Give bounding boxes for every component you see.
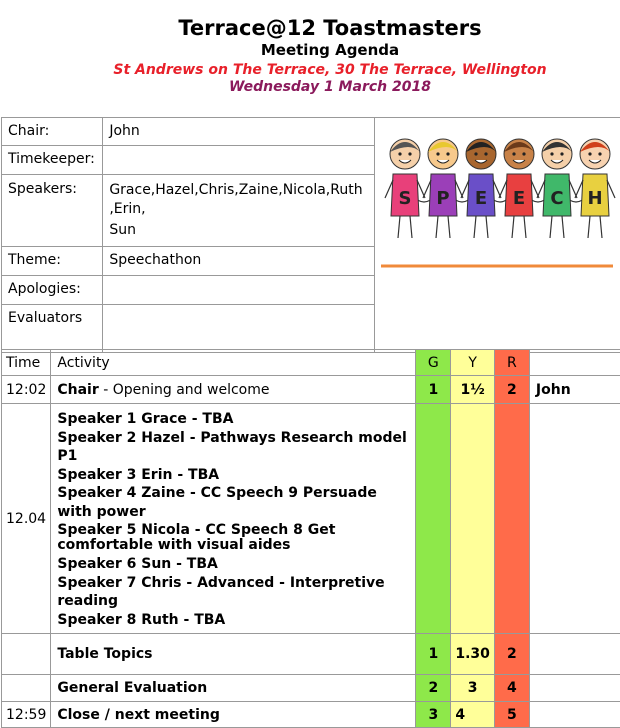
chair-label: Chair: [2,118,103,146]
row-person [529,675,620,702]
roles-table [1,117,620,353]
speech-letter: H [588,188,603,209]
theme-value: Speechathon [103,246,375,275]
row-person [529,404,620,634]
speaker-item: Speaker 7 Chris - Advanced - Interpretive reading [57,574,409,611]
speaker-item: Speaker 1 Grace - TBA [57,410,409,429]
apologies-label: Apologies: [2,275,103,304]
speaker-item: Speaker 2 Hazel - Pathways Research model P1 [57,429,409,466]
row-red: 2 [494,376,529,404]
speech-kids-image [375,118,620,353]
row-time: 12:02 [2,376,51,404]
speaker-item: Speaker 6 Sun - TBA [57,555,409,574]
row-person [529,702,620,728]
row-yellow: 3 [451,675,495,702]
speakers-line: Sun [109,221,368,240]
row-time: 12.04 [2,404,51,634]
row-red: 5 [494,702,529,728]
speech-letter: P [437,188,450,209]
table-row [2,376,620,404]
yellow-header: Y [451,350,495,376]
row-green: 2 [416,675,451,702]
kid-figure [575,139,615,238]
row-red: 2 [494,634,529,675]
activity-header: Activity [51,350,416,376]
speech-letter: S [399,188,412,209]
row-yellow: 1½ [451,376,495,404]
table-row [2,634,620,675]
evaluators-label: Evaluators [2,304,103,352]
speakers-line: Grace,Hazel,Chris,Zaine,Nicola,Ruth [109,181,368,200]
row-activity: Close / next meeting [51,702,416,728]
row-person [529,634,620,675]
speaker-item: Speaker 4 Zaine - CC Speech 9 Persuade with power [57,484,409,521]
kid-figure [499,139,539,238]
speaker-list [51,404,416,634]
venue-line: St Andrews on The Terrace, 30 The Terrace, Wellington [0,62,620,78]
table-row [2,702,620,728]
agenda-table [1,349,620,728]
agenda-subtitle: Meeting Agenda [0,41,620,59]
speaker-item: Speaker 5 Nicola - CC Speech 8 Get comfortable with visual aides [57,521,409,555]
speakers-label: Speakers: [2,174,103,246]
speakers-line: ,Erin, [109,200,368,219]
chair-value: John [103,118,375,146]
timekeeper-value [103,145,375,174]
row-red: 4 [494,675,529,702]
row-yellow: 1.30 [451,634,495,675]
speakers-value [103,174,375,246]
timekeeper-label: Timekeeper: [2,145,103,174]
meeting-date: Wednesday 1 March 2018 [0,79,620,95]
row-person: John [529,376,620,404]
row-time [2,675,51,702]
row-time: 12:59 [2,702,51,728]
agenda-title: Terrace@12 Toastmasters [0,16,620,40]
row-green: 1 [416,376,451,404]
kid-figure [461,139,501,238]
kid-figure [385,139,425,238]
row-time [2,634,51,675]
red-header: R [494,350,529,376]
green-header: G [416,350,451,376]
row-yellow [451,404,495,634]
speech-letter: E [475,188,487,209]
time-header: Time [2,350,51,376]
evaluators-value [103,304,375,352]
kid-figure [537,139,577,238]
speaker-item: Speaker 8 Ruth - TBA [57,611,409,630]
row-green [416,404,451,634]
theme-label: Theme: [2,246,103,275]
activity-detail: - Opening and welcome [99,382,270,398]
activity-role: Chair [57,382,98,398]
apologies-value [103,275,375,304]
row-red [494,404,529,634]
speech-letter: E [513,188,525,209]
speech-kids-illustration [375,118,619,348]
speaker-item: Speaker 3 Erin - TBA [57,466,409,485]
row-green: 1 [416,634,451,675]
row-yellow: 4 [451,702,495,728]
kid-figure [423,139,463,238]
row-green: 3 [416,702,451,728]
row-activity: Table Topics [51,634,416,675]
row-activity [51,376,416,404]
speech-letter: C [551,188,564,209]
table-row [2,404,620,634]
row-activity: General Evaluation [51,675,416,702]
role-header [529,350,620,376]
table-row [2,675,620,702]
